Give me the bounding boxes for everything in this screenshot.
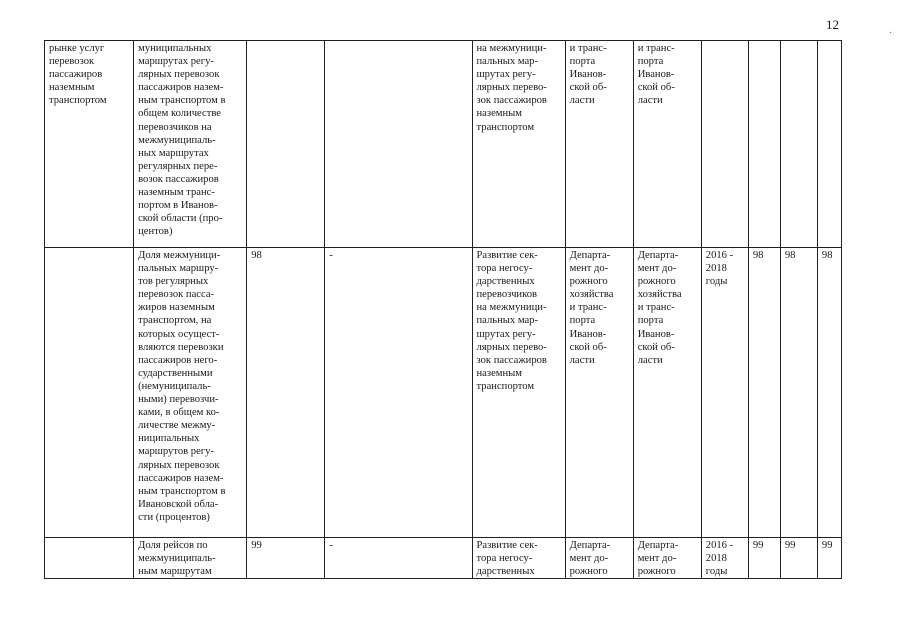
executor-cell: и транс- порта Иванов- ской об- ласти bbox=[565, 41, 633, 248]
market-cell: рынке услуг перевозок пассажиров наземным транспортом bbox=[45, 41, 134, 248]
year-2017-value-cell: 99 bbox=[780, 538, 817, 579]
event-cell: Развитие сек- тора негосу- дарственных bbox=[472, 538, 565, 579]
year-2018-value-cell bbox=[817, 41, 841, 248]
coexecutor-cell: и транс- порта Иванов- ской об- ласти bbox=[633, 41, 701, 248]
market-cell bbox=[45, 538, 134, 579]
year-2016-value-cell bbox=[748, 41, 780, 248]
competition-measures-table bbox=[44, 40, 842, 579]
secondary-value-cell: - bbox=[325, 248, 472, 538]
year-2017-value-cell bbox=[780, 41, 817, 248]
event-cell: Развитие сек- тора негосу- дарственных перевозчиков на межмуници- пальных мар- шрутах регу- лярных перево- зок пассажиров наземным транспортом bbox=[472, 248, 565, 538]
secondary-value-cell bbox=[325, 41, 472, 248]
coexecutor-cell: Департа- мент до- рожного bbox=[633, 538, 701, 579]
page-number: 12 bbox=[826, 17, 839, 32]
table-row bbox=[45, 41, 842, 248]
secondary-value-cell: - bbox=[325, 538, 472, 579]
indicator-cell: Доля межмуници- пальных маршру- тов регулярных перевозок пасса- жиров наземным транспортом, на которых осущест- вляются перевозки пассажиров него- сударственными (немуниципаль- ными) перевозчи- ками, в общем ко- личестве межму- ниципальных маршрутов регу- лярных перевозок пассажиров назем- ным транспортом в Ивановской обла- сти (процентов) bbox=[134, 248, 247, 538]
period-cell: 2016 - 2018 годы bbox=[701, 248, 748, 538]
year-2017-value-cell: 98 bbox=[780, 248, 817, 538]
scan-speck: · bbox=[889, 28, 893, 39]
table-row bbox=[45, 538, 842, 579]
event-cell: на межмуници- пальных мар- шрутах регу- лярных перево- зок пассажиров наземным транспортом bbox=[472, 41, 565, 248]
table-row bbox=[45, 248, 842, 538]
initial-value-cell: 99 bbox=[247, 538, 325, 579]
year-2016-value-cell: 98 bbox=[748, 248, 780, 538]
executor-cell: Департа- мент до- рожного bbox=[565, 538, 633, 579]
initial-value-cell: 98 bbox=[247, 248, 325, 538]
year-2018-value-cell: 99 bbox=[817, 538, 841, 579]
period-cell bbox=[701, 41, 748, 248]
indicator-cell: Доля рейсов по межмуниципаль- ным маршрутам bbox=[134, 538, 247, 579]
year-2018-value-cell: 98 bbox=[817, 248, 841, 538]
period-cell: 2016 - 2018 годы bbox=[701, 538, 748, 579]
executor-cell: Департа- мент до- рожного хозяйства и транс- порта Иванов- ской об- ласти bbox=[565, 248, 633, 538]
year-2016-value-cell: 99 bbox=[748, 538, 780, 579]
coexecutor-cell: Департа- мент до- рожного хозяйства и транс- порта Иванов- ской об- ласти bbox=[633, 248, 701, 538]
indicator-cell: муниципальных маршрутах регу- лярных перевозок пассажиров назем- ным транспортом в общем количестве перевозчиков на межмуниципаль- ных маршрутах регулярных пере- возок пассажиров наземным транс- портом в Иванов- ской области (про- центов) bbox=[134, 41, 247, 248]
initial-value-cell bbox=[247, 41, 325, 248]
market-cell bbox=[45, 248, 134, 538]
